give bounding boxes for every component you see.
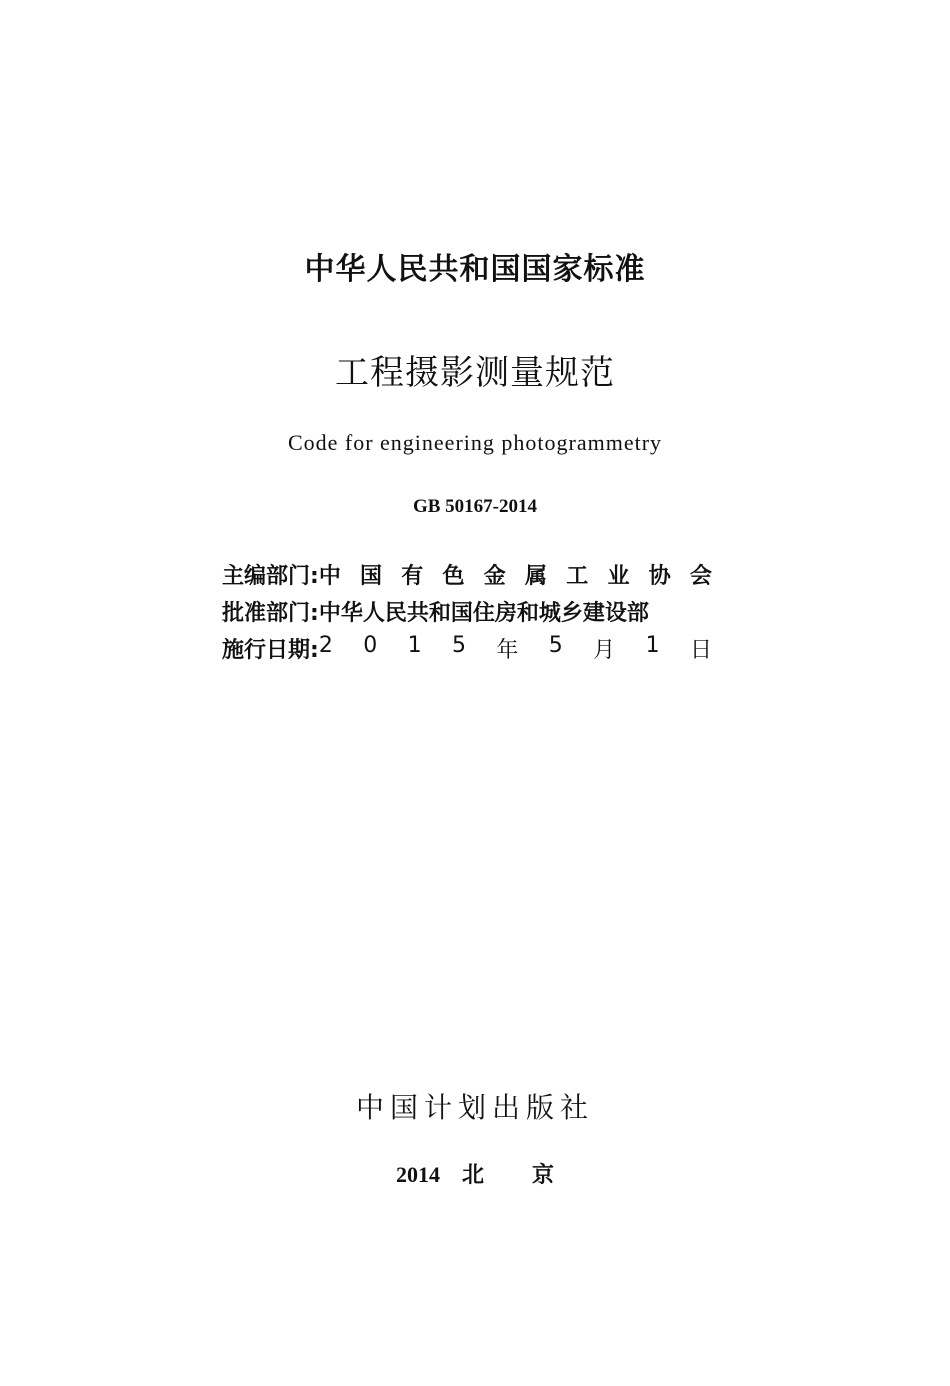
imprint [0,1158,950,1189]
meta-char: 1 [407,633,422,658]
meta-char: 日 [689,638,712,663]
approver-value: 中华人民共和国住房和城乡建设部 [318,601,649,626]
meta-char: 中 [318,564,341,589]
standard-code: GB 50167-2014 [412,496,538,517]
effective-date-value [319,633,712,664]
editor-row [222,556,712,593]
editor-value [319,559,712,590]
publisher-name: 中国计划出版社 [355,1091,594,1124]
meta-char: 色 [442,564,465,589]
meta-char: 2 [318,633,333,658]
meta-char: 金 [483,564,506,589]
meta-char: 有 [401,564,424,589]
document-title-en: Code for engineering photogrammetry [287,430,663,455]
meta-char: 5 [451,633,466,658]
editor-label: 主编部门: [222,564,319,589]
approver-label: 批准部门: [222,601,319,626]
imprint-city-first: 北 [461,1163,484,1188]
meta-char: 属 [524,564,547,589]
imprint-city-second: 京 [532,1163,555,1188]
effective-date-label: 施行日期: [222,638,319,663]
imprint-year: 2014 [395,1162,440,1187]
meta-char: 年 [496,638,519,663]
meta-char: 业 [607,564,630,589]
approver-row [222,593,712,630]
meta-char: 工 [566,564,589,589]
document-title-cn: 工程摄影测量规范 [335,353,615,393]
meta-char: 0 [363,633,378,658]
meta-char: 国 [360,564,383,589]
publication-metadata [222,556,712,667]
effective-date-row [222,630,712,667]
meta-char: 5 [548,633,563,658]
meta-char: 会 [689,564,712,589]
meta-char: 1 [645,633,660,658]
standard-title: 中华人民共和国国家标准 [304,252,646,287]
meta-char: 月 [593,638,616,663]
meta-char: 协 [648,564,671,589]
